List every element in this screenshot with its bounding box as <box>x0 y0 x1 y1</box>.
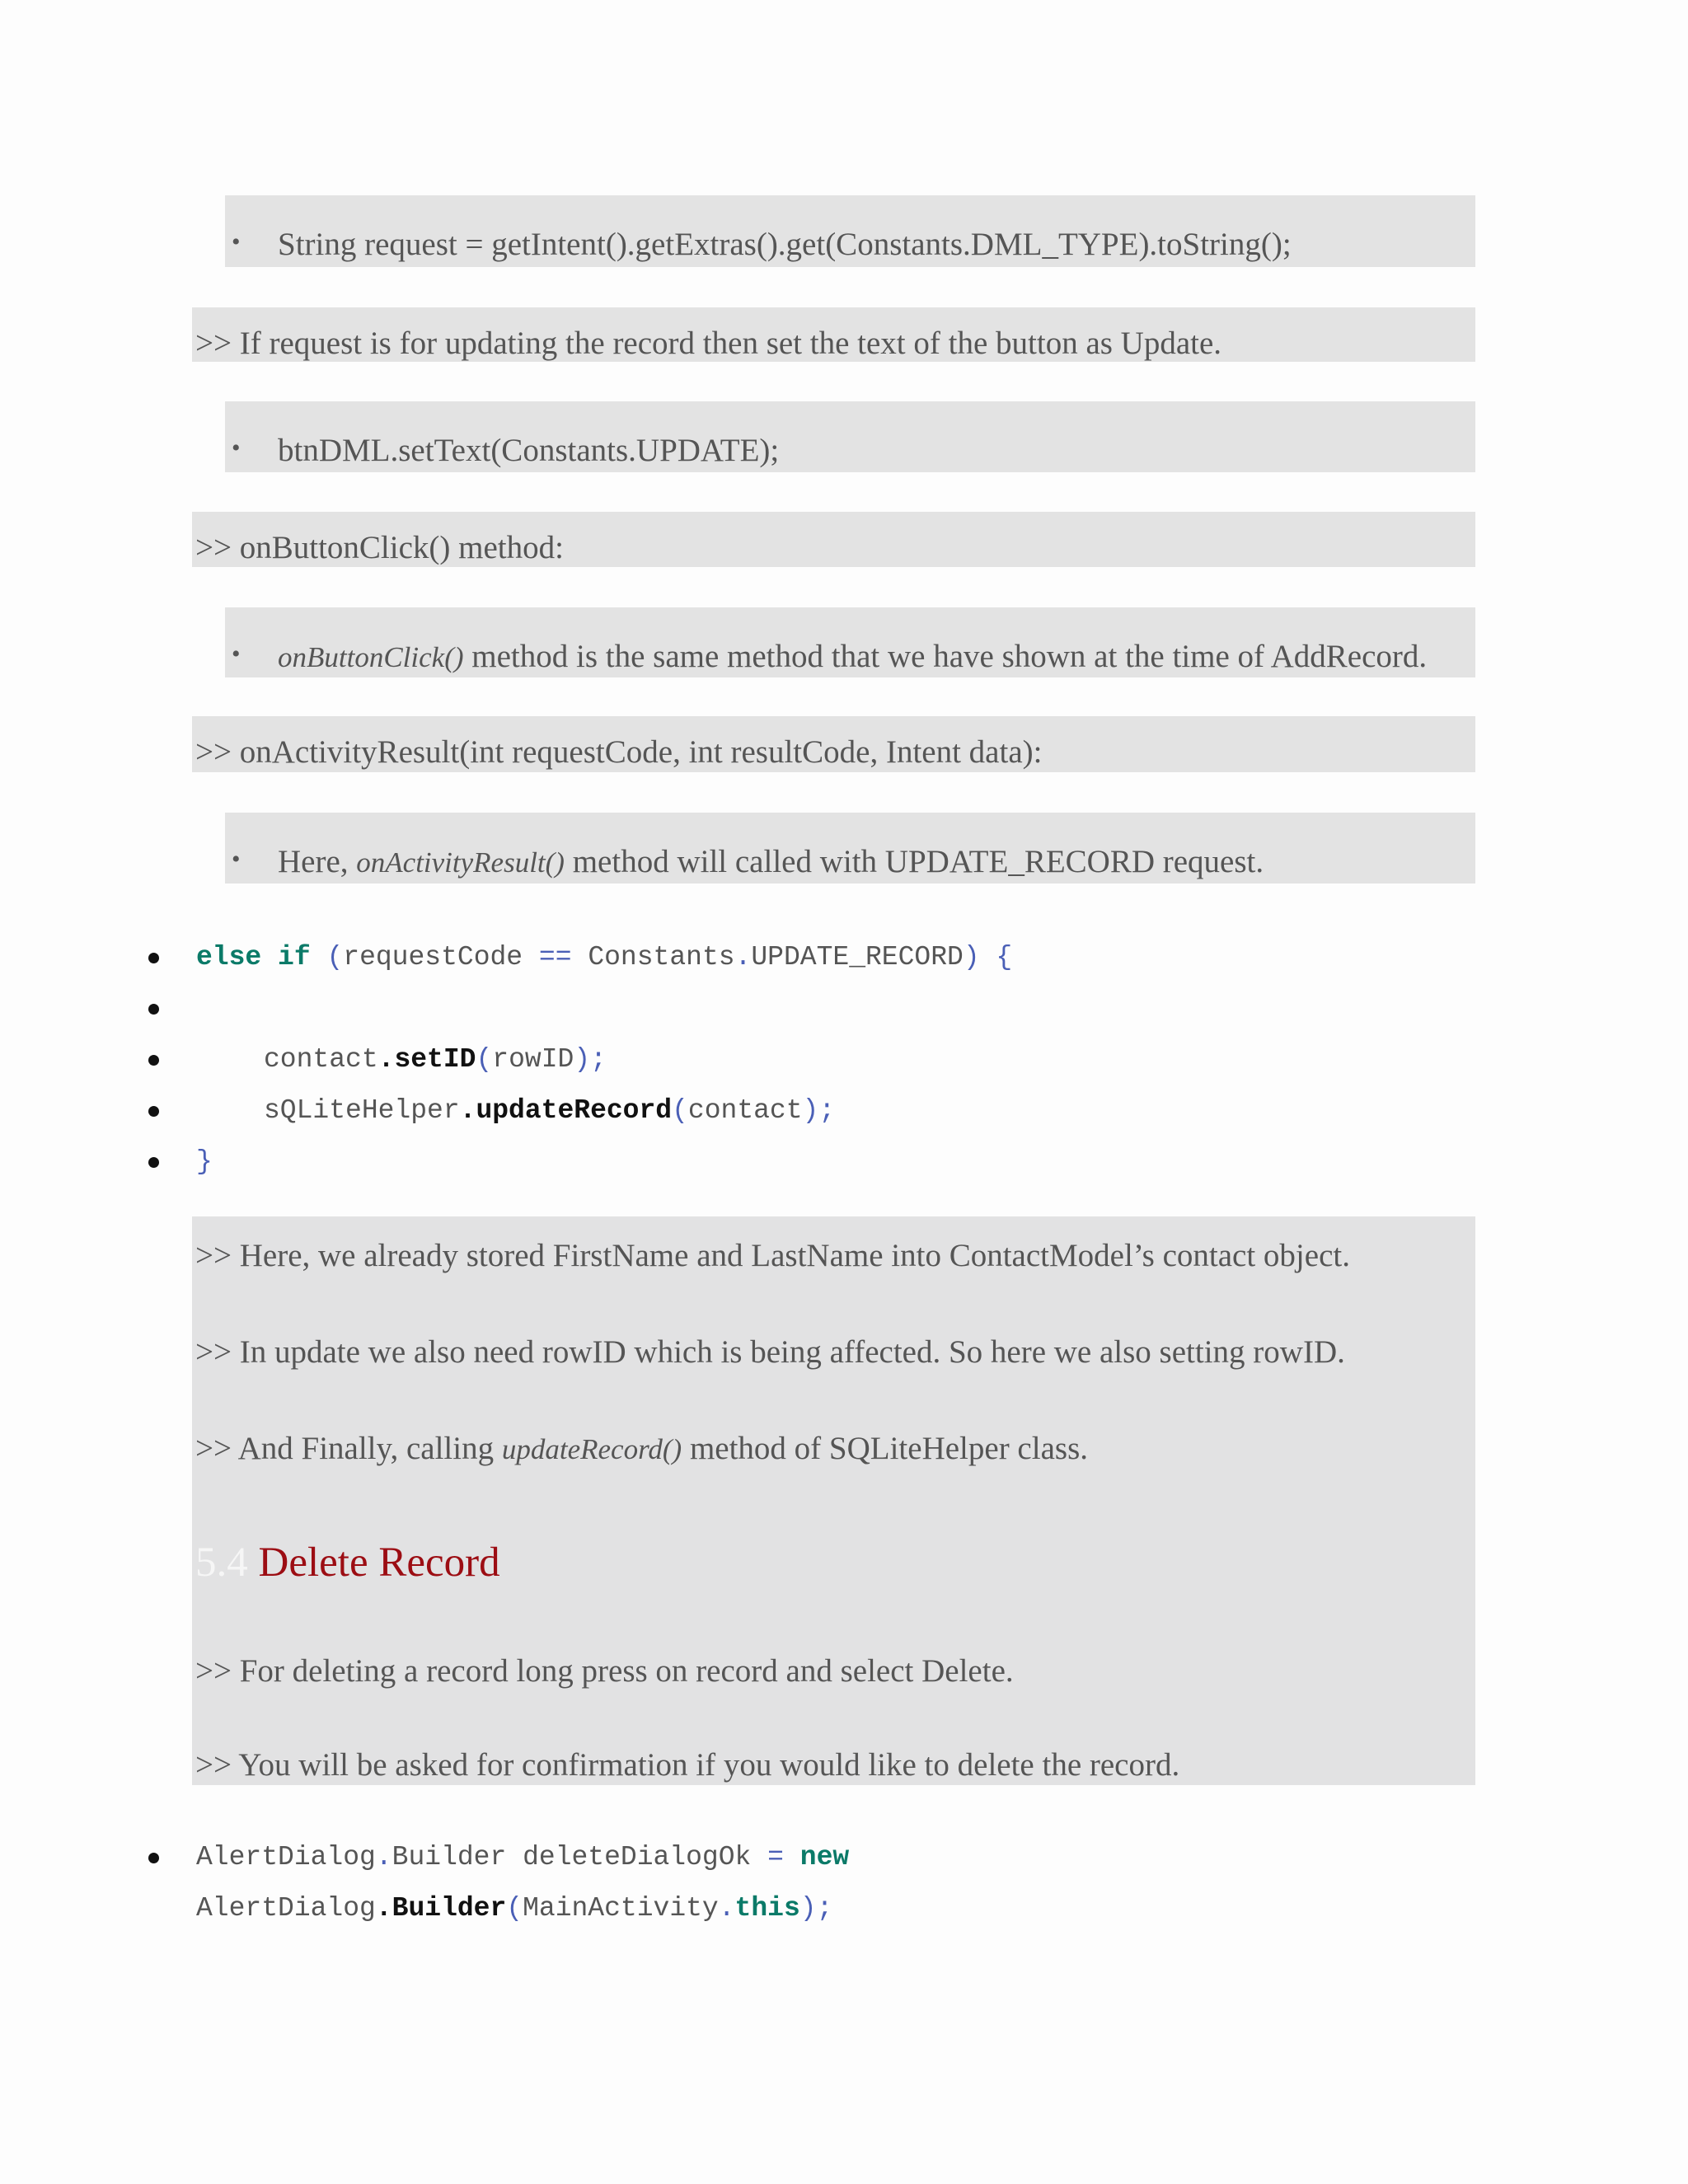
bullet-dot: • <box>232 434 241 462</box>
method-name-italic: onButtonClick() <box>278 641 464 673</box>
bullet-dot <box>148 1004 159 1015</box>
explanation-section <box>192 1216 1475 1785</box>
paragraph-text: >> If request is for updating the record then set the text of the button as Update. <box>195 326 1222 361</box>
code-bullet-block-4 <box>225 813 1475 883</box>
paragraph-text: >> onButtonClick() method: <box>195 530 564 565</box>
method-name-italic: onActivityResult() <box>356 846 565 879</box>
block-text-rest: method will called with UPDATE_RECORD request. <box>564 844 1264 879</box>
paragraph-text: >> You will be asked for confirmation if you would like to delete the record. <box>195 1747 1180 1783</box>
code-bullet-block-1 <box>225 195 1475 267</box>
code-line-3: contact.setID(rowID); <box>264 1044 607 1075</box>
code-line-5: } <box>196 1146 213 1177</box>
paragraph-text: >> onActivityResult(int requestCode, int resultCode, Intent data): <box>195 734 1043 770</box>
method-name-italic: updateRecord() <box>501 1433 682 1465</box>
section-heading <box>195 1538 500 1587</box>
block-text: String request = getIntent().getExtras().get(Constants.DML_TYPE).toString(); <box>278 227 1292 262</box>
paragraph-text: >> Here, we already stored FirstName and LastName into ContactModel’s contact object. <box>195 1238 1350 1273</box>
block-text <box>278 842 1264 883</box>
paragraph-block-3 <box>192 716 1475 772</box>
bullet-dot <box>148 1157 159 1168</box>
code-bullet-block-3 <box>225 607 1475 677</box>
paragraph-block-2 <box>192 512 1475 567</box>
paragraph-text: >> In update we also need rowID which is being affected. So here we also setting rowID. <box>195 1334 1345 1370</box>
paragraph-block-1 <box>192 307 1475 362</box>
block-text <box>278 637 1427 677</box>
bullet-dot: • <box>232 640 241 668</box>
code-bullet-block-2 <box>225 401 1475 472</box>
bullet-dot <box>148 1055 159 1066</box>
bullet-dot <box>148 1853 159 1863</box>
block-text-pre: Here, <box>278 844 357 879</box>
code-listing-1 <box>0 931 1688 1187</box>
bullet-dot <box>148 953 159 963</box>
bullet-dot: • <box>232 228 241 255</box>
code-line-4: sQLiteHelper.updateRecord(contact); <box>264 1095 836 1126</box>
code-line-2: AlertDialog.Builder(MainActivity.this); <box>196 1893 833 1924</box>
block-text: btnDML.setText(Constants.UPDATE); <box>278 433 780 468</box>
code-line-1: AlertDialog.Builder deleteDialogOk = new <box>196 1842 850 1872</box>
paragraph-text: >> And Finally, calling updateRecord() method of SQLiteHelper class. <box>195 1431 1088 1466</box>
bullet-dot <box>148 1106 159 1117</box>
code-line-1: else if (requestCode == Constants.UPDATE_RECORD) { <box>196 942 1013 972</box>
block-text-rest: method is the same method that we have shown at the time of AddRecord. <box>463 639 1428 674</box>
bullet-dot: • <box>232 846 241 873</box>
paragraph-text: >> For deleting a record long press on record and select Delete. <box>195 1653 1014 1689</box>
section-title: Delete Record <box>258 1540 500 1586</box>
section-number: 5.4 <box>195 1540 259 1586</box>
code-listing-2 <box>0 1831 1688 1938</box>
